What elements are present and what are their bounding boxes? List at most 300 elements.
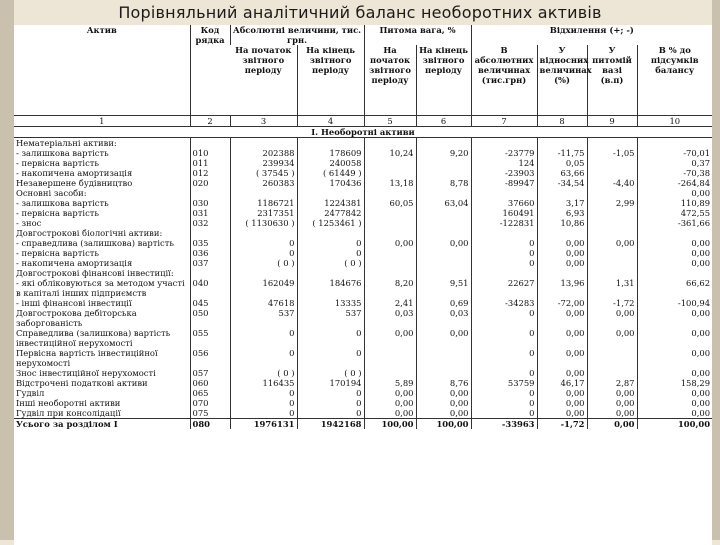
deviation-abs [471,138,537,149]
deviation-rel: 6,93 [537,208,587,218]
deviation-abs: 160491 [471,208,537,218]
col-number: 8 [537,116,587,127]
deviation-share: 0,00 [587,328,637,348]
end-value [297,228,364,238]
table-row [14,388,712,398]
table-row [14,268,712,278]
share-end [416,218,471,228]
end-value: 170194 [297,378,364,388]
row-code: 020 [190,178,230,188]
table-row [14,308,712,328]
deviation-share: 0,00 [587,419,637,430]
deviation-abs: 124 [471,158,537,168]
header-deviation: Відхилення (+; -) [471,25,712,45]
deviation-share [587,218,637,228]
deviation-total: 0,00 [637,188,712,198]
share-start [364,258,416,268]
deviation-abs: 0 [471,308,537,328]
deviation-share: 0,00 [587,238,637,248]
row-label: - залишкова вартість [16,148,109,158]
deviation-rel: 0,00 [537,258,587,268]
header-abs: Абсолютні величини, тис. грн. [230,25,364,45]
deviation-share [587,368,637,378]
start-value: 116435 [230,378,297,388]
page-title: Порівняльний аналітичний баланс необоротних активів [118,3,602,22]
row-label: Справедлива (залишкова) вартість інвестиційної нерухомості [16,328,171,348]
row-label: - залишкова вартість [16,198,109,208]
table-row [14,398,712,408]
share-end: 9,51 [416,278,471,298]
deviation-total: -70,38 [637,168,712,178]
deviation-total: 472,55 [637,208,712,218]
row-code: 050 [190,308,230,328]
start-value: 239934 [230,158,297,168]
row-label: Основні засоби: [16,188,87,198]
deviation-rel: -72,00 [537,298,587,308]
deviation-share: -1,05 [587,148,637,158]
row-code: 030 [190,198,230,208]
deviation-total: -70,01 [637,148,712,158]
row-label: - інші фінансові інвестиції [16,298,132,308]
deviation-share [587,268,637,278]
row-code: 040 [190,278,230,298]
row-label: Гудвіл [16,388,45,398]
end-value: 1942168 [297,419,364,430]
row-code: 055 [190,328,230,348]
table-row [14,328,712,348]
share-end: 0,00 [416,328,471,348]
start-value: 0 [230,408,297,419]
deviation-share [587,208,637,218]
start-value: 1186721 [230,198,297,208]
deviation-abs [471,228,537,238]
share-start [364,248,416,258]
deviation-rel: 0,00 [537,328,587,348]
deviation-rel: 0,00 [537,248,587,258]
deviation-total: 0,00 [637,408,712,419]
header-abs-end: На кінець звітного періоду [297,45,364,116]
deviation-rel: 0,00 [537,238,587,248]
header-dev-abs: В абсолютних величинах (тис.грн) [471,45,537,116]
table-row [14,348,712,368]
end-value: 0 [297,348,364,368]
header-dev-total: В % до підсумків балансу [637,45,712,116]
deviation-total: 0,37 [637,158,712,168]
deviation-share: 0,00 [587,308,637,328]
deviation-abs: 0 [471,388,537,398]
end-value [297,268,364,278]
deviation-rel: 0,00 [537,368,587,378]
end-value: 1224381 [297,198,364,208]
end-value: ( 0 ) [297,258,364,268]
header-share-end: На кінець звітного періоду [416,45,471,116]
deviation-rel: 0,00 [537,408,587,419]
row-code: 070 [190,398,230,408]
right-margin [712,0,720,540]
deviation-abs: 0 [471,328,537,348]
deviation-abs: 37660 [471,198,537,208]
row-label: - первісна вартість [16,248,99,258]
deviation-total: 0,00 [637,248,712,258]
start-value: 0 [230,388,297,398]
deviation-abs: -23903 [471,168,537,178]
header-dev-rel: У відносних величинах (%) [537,45,587,116]
deviation-abs: 0 [471,248,537,258]
share-end: 100,00 [416,419,471,430]
table-row [14,218,712,228]
share-end: 9,20 [416,148,471,158]
deviation-share [587,138,637,149]
start-value: 0 [230,398,297,408]
table-row [14,158,712,168]
col-number: 6 [416,116,471,127]
row-code: 065 [190,388,230,398]
table-row [14,258,712,268]
col-number: 5 [364,116,416,127]
share-end [416,158,471,168]
section-title: І. Необоротні активи [14,127,712,138]
start-value [230,228,297,238]
deviation-total: 0,00 [637,368,712,378]
deviation-share: 0,00 [587,408,637,419]
table-row [14,188,712,198]
end-value: 178609 [297,148,364,158]
row-code: 011 [190,158,230,168]
start-value: 0 [230,238,297,248]
share-start: 0,00 [364,238,416,248]
share-end: 0,00 [416,398,471,408]
table-row [14,238,712,248]
share-start: 60,05 [364,198,416,208]
deviation-abs: -122831 [471,218,537,228]
end-value: ( 61449 ) [297,168,364,178]
table-row [14,208,712,218]
deviation-total: -100,94 [637,298,712,308]
col-number: 3 [230,116,297,127]
end-value: 0 [297,328,364,348]
end-value: 0 [297,248,364,258]
share-start: 0,00 [364,408,416,419]
share-start: 8,20 [364,278,416,298]
start-value: 260383 [230,178,297,188]
start-value: 0 [230,348,297,368]
start-value: 162049 [230,278,297,298]
deviation-abs: 0 [471,408,537,419]
deviation-share: -4,40 [587,178,637,188]
share-end: 0,00 [416,388,471,398]
share-end [416,228,471,238]
row-label: Довгострокові фінансові інвестиції: [16,268,174,278]
start-value: 202388 [230,148,297,158]
row-code: 036 [190,248,230,258]
table-row [14,378,712,388]
row-label: - накопичена амортизація [16,168,133,178]
deviation-total: 0,00 [637,328,712,348]
share-start: 10,24 [364,148,416,158]
share-end: 0,00 [416,238,471,248]
share-end [416,248,471,258]
end-value: ( 0 ) [297,368,364,378]
row-label: - первісна вартість [16,208,99,218]
row-label: - первісна вартість [16,158,99,168]
balance-sheet [14,25,712,545]
deviation-abs: -89947 [471,178,537,188]
deviation-abs: 0 [471,398,537,408]
share-start [364,138,416,149]
deviation-share [587,168,637,178]
deviation-rel [537,188,587,198]
deviation-rel [537,138,587,149]
end-value: 13335 [297,298,364,308]
deviation-share [587,258,637,268]
end-value: 0 [297,388,364,398]
start-value: 537 [230,308,297,328]
share-end [416,168,471,178]
row-code: 012 [190,168,230,178]
deviation-share: 0,00 [587,388,637,398]
share-end: 8,76 [416,378,471,388]
share-end [416,258,471,268]
col-number: 10 [637,116,712,127]
header-share: Питома вага, % [364,25,471,45]
share-end [416,138,471,149]
row-label: Інші необоротні активи [16,398,121,408]
row-code: 037 [190,258,230,268]
deviation-abs: 53759 [471,378,537,388]
share-start [364,208,416,218]
deviation-rel: -34,54 [537,178,587,188]
row-code: 035 [190,238,230,248]
share-end: 0,69 [416,298,471,308]
deviation-share [587,158,637,168]
share-start [364,218,416,228]
deviation-share [587,228,637,238]
col-number: 9 [587,116,637,127]
deviation-rel: -11,75 [537,148,587,158]
table-row [14,408,712,419]
row-code: 045 [190,298,230,308]
header-code: Код рядка [190,25,230,116]
deviation-total [637,268,712,278]
deviation-share: 0,00 [587,398,637,408]
deviation-share: 2,99 [587,198,637,208]
col-number: 1 [14,116,190,127]
header-abs-start: На початок звітного періоду [235,45,292,75]
deviation-total: 100,00 [637,419,712,430]
table-row [14,198,712,208]
end-value: 537 [297,308,364,328]
share-end [416,368,471,378]
deviation-abs [471,268,537,278]
share-start: 0,00 [364,328,416,348]
table-row [14,298,712,308]
row-code: 031 [190,208,230,218]
deviation-total: 110,89 [637,198,712,208]
share-start: 100,00 [364,419,416,430]
start-value: ( 37545 ) [230,168,297,178]
row-label: - які обліковуються за методом участі в капіталі інших підприємств [16,278,185,298]
share-start: 13,18 [364,178,416,188]
balance-table [14,25,712,429]
deviation-share: 2,87 [587,378,637,388]
start-value [230,138,297,149]
share-end: 63,04 [416,198,471,208]
deviation-abs: 0 [471,258,537,268]
deviation-rel: 46,17 [537,378,587,388]
deviation-rel: 0,00 [537,388,587,398]
share-end [416,208,471,218]
share-start: 0,00 [364,388,416,398]
end-value: 0 [297,398,364,408]
share-start [364,368,416,378]
deviation-total: 0,00 [637,308,712,328]
deviation-share [587,248,637,258]
deviation-abs: 0 [471,368,537,378]
end-value: ( 1253461 ) [297,218,364,228]
col-number: 4 [297,116,364,127]
deviation-total: -361,66 [637,218,712,228]
end-value: 0 [297,408,364,419]
end-value: 184676 [297,278,364,298]
row-code: 032 [190,218,230,228]
share-start [364,158,416,168]
deviation-abs: -34283 [471,298,537,308]
deviation-total: 0,00 [637,388,712,398]
row-code: 060 [190,378,230,388]
start-value: 0 [230,328,297,348]
end-value [297,138,364,149]
table-row [14,138,712,149]
end-value: 170436 [297,178,364,188]
row-label: Відстрочені податкові активи [16,378,148,388]
share-end: 0,00 [416,408,471,419]
deviation-rel: 0,00 [537,348,587,368]
row-code: 010 [190,148,230,158]
start-value: 0 [230,248,297,258]
row-code: 057 [190,368,230,378]
table-row [14,178,712,188]
row-label: - знос [16,218,42,228]
deviation-abs: -33963 [471,419,537,430]
share-start [364,268,416,278]
row-label: Первісна вартість інвестиційної нерухомості [16,348,158,368]
deviation-rel: 0,05 [537,158,587,168]
deviation-share [587,348,637,368]
deviation-total: 158,29 [637,378,712,388]
deviation-abs: -23779 [471,148,537,158]
row-code [190,188,230,198]
start-value: 2317351 [230,208,297,218]
deviation-rel: 0,00 [537,398,587,408]
deviation-rel: 10,86 [537,218,587,228]
header-assets: Актив [86,25,117,35]
deviation-abs: 22627 [471,278,537,298]
end-value: 240058 [297,158,364,168]
deviation-total [637,228,712,238]
share-end: 8,78 [416,178,471,188]
header-dev-share: У питомій вазі (в.п) [587,45,637,116]
share-end: 0,03 [416,308,471,328]
row-code [190,138,230,149]
col-number: 2 [190,116,230,127]
deviation-rel: 3,17 [537,198,587,208]
left-margin [0,0,14,540]
deviation-total: 0,00 [637,238,712,248]
deviation-rel: 0,00 [537,308,587,328]
row-code [190,268,230,278]
share-start: 2,41 [364,298,416,308]
deviation-rel: 63,66 [537,168,587,178]
deviation-total: 0,00 [637,398,712,408]
end-value: 0 [297,238,364,248]
row-label: Знос інвестиційної нерухомості [16,368,156,378]
deviation-total: -264,84 [637,178,712,188]
header-share-start: На початок звітного періоду [364,45,416,116]
deviation-abs [471,188,537,198]
table-row [14,368,712,378]
deviation-rel: -1,72 [537,419,587,430]
start-value [230,188,297,198]
table-row [14,248,712,258]
row-label: - накопичена амортизація [16,258,133,268]
share-start: 0,00 [364,398,416,408]
row-label: - справедлива (залишкова) вартість [16,238,174,248]
start-value: 47618 [230,298,297,308]
share-end [416,268,471,278]
row-label: Довгострокова дебіторська заборгованість [16,308,137,328]
row-label: Довгострокові біологічні активи: [16,228,163,238]
start-value: 1976131 [230,419,297,430]
col-number: 7 [471,116,537,127]
share-start: 0,03 [364,308,416,328]
deviation-total [637,138,712,149]
deviation-abs: 0 [471,238,537,248]
table-row [14,278,712,298]
row-code: 080 [190,419,230,430]
end-value [297,188,364,198]
row-label: Усього за розділом І [14,419,190,430]
deviation-share: -1,72 [587,298,637,308]
share-start [364,348,416,368]
table-row [14,148,712,158]
deviation-share: 1,31 [587,278,637,298]
start-value: ( 1130630 ) [230,218,297,228]
share-end [416,348,471,368]
end-value: 2477842 [297,208,364,218]
table-row [14,228,712,238]
start-value [230,268,297,278]
total-row [14,419,712,430]
row-label: Гудвіл при консолідації [16,408,121,418]
share-start [364,228,416,238]
share-start: 5,89 [364,378,416,388]
deviation-total: 0,00 [637,348,712,368]
deviation-rel [537,228,587,238]
row-code: 056 [190,348,230,368]
share-start [364,168,416,178]
row-code: 075 [190,408,230,419]
share-start [364,188,416,198]
share-end [416,188,471,198]
deviation-total: 66,62 [637,278,712,298]
deviation-total: 0,00 [637,258,712,268]
deviation-rel: 13,96 [537,278,587,298]
row-label: Нематеріальні активи: [16,138,117,148]
start-value: ( 0 ) [230,258,297,268]
deviation-rel [537,268,587,278]
deviation-abs: 0 [471,348,537,368]
table-row [14,168,712,178]
